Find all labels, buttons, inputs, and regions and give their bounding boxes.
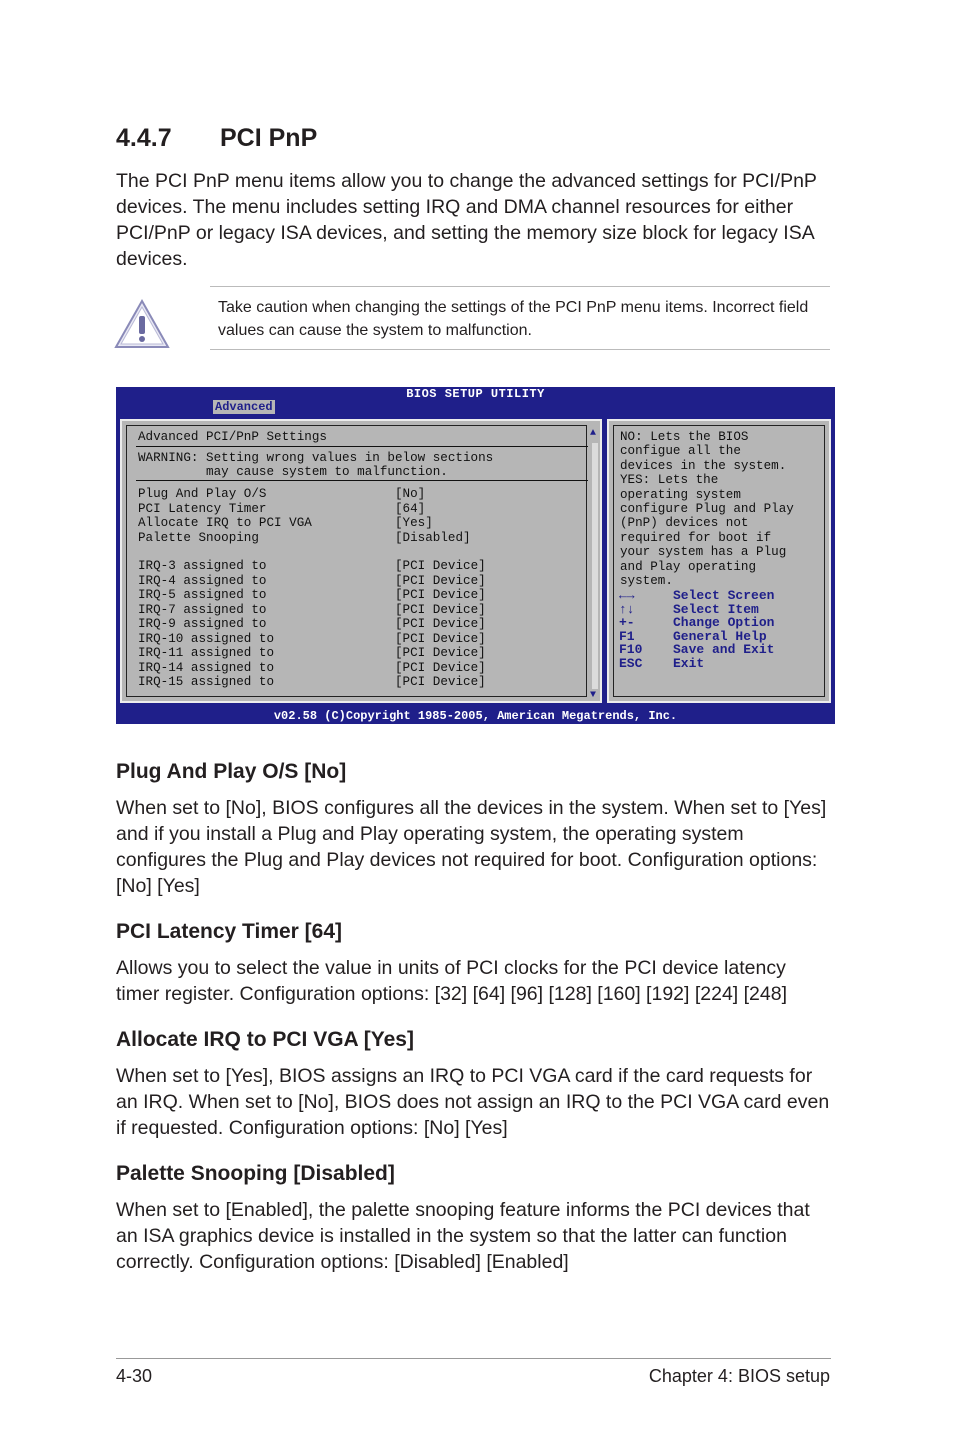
hotkey-description: Change Option — [673, 615, 775, 630]
hotkey-key: +- — [619, 615, 635, 630]
irq-label[interactable]: IRQ-3 assigned to — [138, 559, 267, 573]
hotkey-description: Save and Exit — [673, 642, 775, 657]
section-title: PCI PnP — [220, 124, 318, 152]
footer-divider — [116, 1358, 831, 1359]
bios-panel-heading: Advanced PCI/PnP Settings — [138, 430, 327, 444]
bios-screenshot — [116, 387, 835, 724]
warning-icon — [114, 298, 170, 350]
hotkey-key: ESC — [619, 655, 643, 671]
help-text-line: configue all the — [620, 444, 741, 459]
help-text-line: YES: Lets the — [620, 473, 719, 488]
caution-note — [210, 286, 830, 350]
irq-value[interactable]: [PCI Device] — [395, 602, 486, 617]
irq-value[interactable]: [PCI Device] — [395, 559, 486, 573]
intro-paragraph: The PCI PnP menu items allow you to change the advanced settings for PCI/PnP devices. The menu includes setting IRQ and DMA channel resources for either PCI/PnP or legacy ISA devices, and setting the memory size block for legacy ISA devices. — [116, 170, 817, 270]
hotkey-key: ←→ — [619, 588, 635, 603]
item-heading-latency-timer: PCI Latency Timer [64] — [116, 920, 343, 943]
setting-value[interactable]: [Yes] — [395, 516, 433, 530]
help-text-line: devices in the system. — [620, 458, 787, 473]
item-body-palette-snooping: When set to [Enabled], the palette snooping feature informs the PCI devices that an ISA graphics device is installed in the system so that the latter can function correctly. Configuration options: [Disabled] [Enabled] — [116, 1199, 810, 1273]
irq-label[interactable]: IRQ-14 assigned to — [138, 660, 275, 675]
help-text-line: and Play operating — [620, 559, 757, 574]
scrollbar[interactable] — [590, 428, 600, 701]
hotkey-description: Select Screen — [673, 588, 775, 603]
item-heading-allocate-irq: Allocate IRQ to PCI VGA [Yes] — [116, 1028, 414, 1051]
caution-text: Take caution when changing the settings of the PCI PnP menu items. Incorrect field values can cause the system to malfunction. — [218, 299, 809, 339]
irq-label[interactable]: IRQ-10 assigned to — [138, 631, 275, 646]
bios-help-panel — [607, 419, 831, 703]
chapter-label: Chapter 4: BIOS setup — [648, 1366, 830, 1386]
help-text-line: operating system — [620, 487, 741, 502]
bios-warning-line1: WARNING: Setting wrong values in below sections — [138, 451, 494, 465]
setting-value[interactable]: [No] — [395, 487, 426, 501]
irq-value[interactable]: [PCI Device] — [395, 631, 486, 646]
hotkey-key: F1 — [619, 628, 635, 644]
irq-value[interactable]: [PCI Device] — [395, 660, 486, 675]
item-heading-plug-and-play: Plug And Play O/S [No] — [116, 760, 347, 783]
help-text-line: configure Plug and Play — [620, 502, 794, 516]
scroll-up-icon[interactable]: ▲ — [590, 428, 597, 439]
help-text-line: NO: Lets the BIOS — [620, 430, 749, 444]
irq-value[interactable]: [PCI Device] — [395, 675, 486, 689]
irq-label[interactable]: IRQ-7 assigned to — [138, 602, 267, 617]
item-body-allocate-irq: When set to [Yes], BIOS assigns an IRQ to PCI VGA card if the card requests for an IRQ. When set to [No], BIOS does not assign an IRQ to the PCI VGA card even if requested. Configuration options: [No] [Yes] — [116, 1065, 830, 1139]
item-heading-palette-snooping: Palette Snooping [Disabled] — [116, 1162, 395, 1185]
bios-warning-line2: may cause system to malfunction. — [138, 465, 448, 479]
irq-value[interactable]: [PCI Device] — [395, 646, 486, 660]
setting-label[interactable]: Palette Snooping — [138, 530, 259, 545]
scroll-down-icon[interactable]: ▼ — [590, 690, 597, 701]
hotkey-description: Exit — [673, 655, 705, 671]
bios-title: BIOS SETUP UTILITY — [406, 387, 545, 401]
bios-settings-panel — [120, 419, 602, 703]
section-number: 4.4.7 — [116, 124, 172, 152]
hotkey-description: Select Item — [673, 601, 759, 617]
irq-value[interactable]: [PCI Device] — [395, 617, 486, 631]
irq-value[interactable]: [PCI Device] — [395, 588, 486, 602]
setting-label[interactable]: Plug And Play O/S — [138, 487, 267, 501]
irq-label[interactable]: IRQ-9 assigned to — [138, 617, 267, 631]
setting-label[interactable]: PCI Latency Timer — [138, 501, 267, 516]
help-text-line: required for boot if — [620, 530, 772, 545]
irq-label[interactable]: IRQ-4 assigned to — [138, 573, 267, 588]
irq-label[interactable]: IRQ-15 assigned to — [138, 675, 275, 689]
irq-label[interactable]: IRQ-11 assigned to — [138, 646, 275, 660]
hotkey-key: ↑↓ — [619, 601, 635, 617]
setting-value[interactable]: [Disabled] — [395, 530, 471, 545]
help-text-line: (PnP) devices not — [620, 516, 749, 531]
tab-advanced[interactable]: Advanced — [215, 400, 273, 414]
hotkey-description: General Help — [673, 628, 767, 644]
setting-value[interactable]: [64] — [395, 501, 426, 516]
bios-copyright: v02.58 (C)Copyright 1985-2005, American Megatrends, Inc. — [273, 709, 678, 723]
page-number: 4-30 — [116, 1366, 153, 1386]
help-text-line: system. — [620, 574, 673, 588]
help-text-line: your system has a Plug — [620, 545, 787, 560]
setting-label[interactable]: Allocate IRQ to PCI VGA — [138, 516, 312, 530]
item-body-latency-timer: Allows you to select the value in units of PCI clocks for the PCI device latency timer register. Configuration options: [32] [64] [96] [128] [160] [192] [224] [248] — [116, 957, 788, 1005]
section-heading — [116, 124, 317, 153]
irq-label[interactable]: IRQ-5 assigned to — [138, 588, 267, 602]
irq-value[interactable]: [PCI Device] — [395, 573, 486, 588]
hotkey-key: F10 — [619, 642, 643, 657]
item-body-plug-and-play: When set to [No], BIOS configures all the devices in the system. When set to [Yes] and if you install a Plug and Play operating system, the operating system configures the Plug and Play devices not required for boot. Configuration options: [No] [Yes] — [116, 797, 827, 897]
